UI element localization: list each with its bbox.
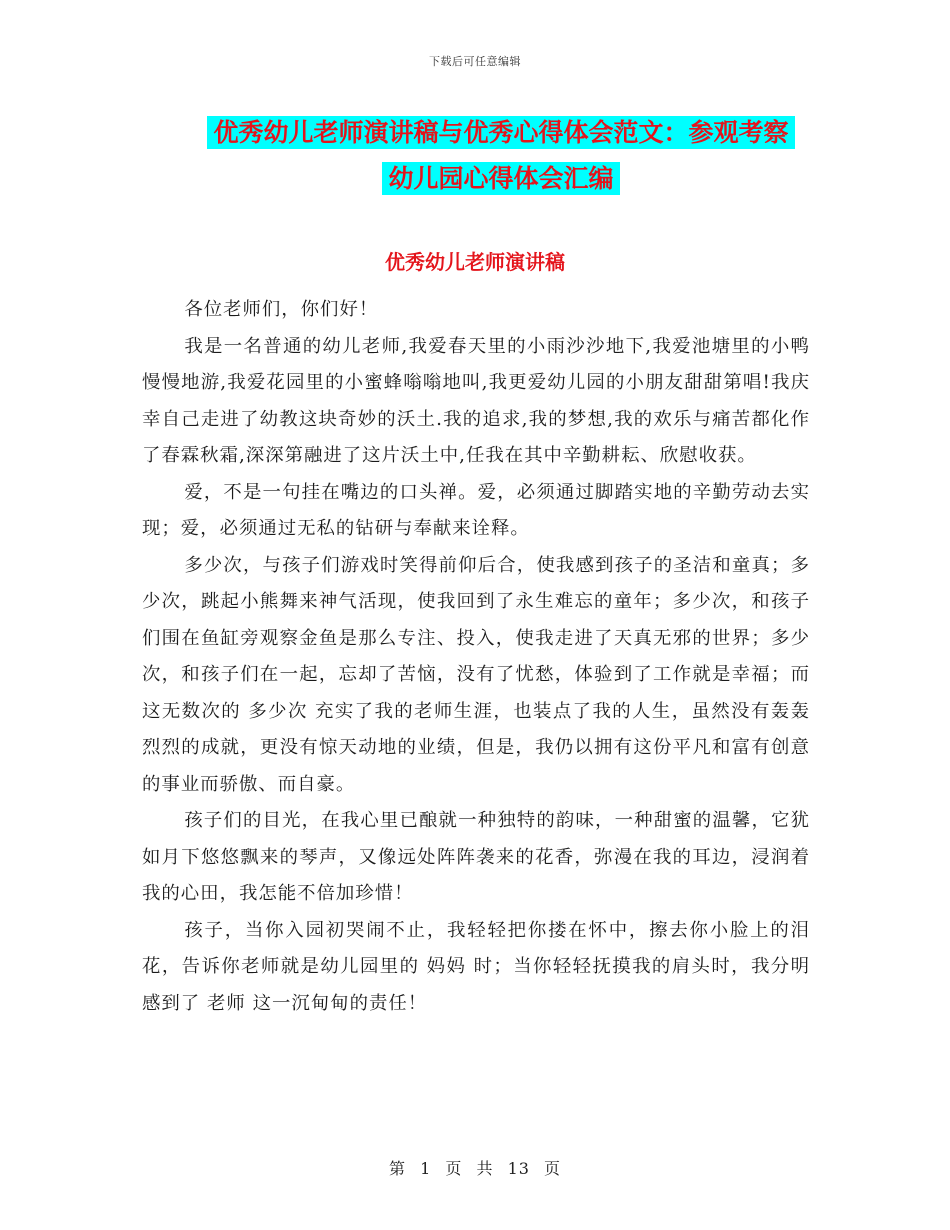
page-footer (0, 1156, 950, 1179)
footer-total-pages: 13 (507, 1159, 530, 1178)
section-title: 优秀幼儿老师演讲稿 (385, 250, 565, 274)
header-note: 下载后可任意编辑 (429, 55, 521, 68)
paragraph-greeting: 各位老师们，你们好！ (184, 299, 379, 320)
footer-label-unit-end: 页 (544, 1159, 562, 1178)
paragraph: 孩子们的目光，在我心里已酿就一种独特的韵味，一种甜蜜的温馨，它犹如月下悠悠飘来的琴声，又像远处阵阵袭来的花香，弥漫在我的耳边，浸润着我的心田，我怎能不倍加珍惜！ (142, 810, 810, 904)
title-line-1-text: 优秀幼儿老师演讲稿与优秀心得体会范文：参观考察 (207, 116, 794, 149)
paragraph: 多少次，与孩子们游戏时笑得前仰后合，使我感到孩子的圣洁和童真；多少次，跳起小熊舞来神气活现，使我回到了永生难忘的童年；多少次，和孩子们围在鱼缸旁观察金鱼是那么专注、投入，使我走进了天真无邪的世界；多少次，和孩子们在一起，忘却了苦恼，没有了忧愁，体验到了工作就是幸福；而这无数次的 多少次 充实了我的老师生涯，也装点了我的人生，虽然没有轰轰烈烈的成就，更没有惊天动地的业绩，但是，我仍以拥有这份平凡和富有创意的事业而骄傲、而自豪。 (142, 554, 810, 795)
body-text (142, 292, 810, 1022)
footer-label-page: 第 (388, 1159, 406, 1178)
document-title (186, 110, 816, 202)
title-line-1 (186, 110, 816, 156)
title-line-2 (186, 156, 816, 202)
title-line-2-text: 幼儿园心得体会汇编 (382, 162, 619, 195)
paragraph: 我是一名普通的幼儿老师,我爱春天里的小雨沙沙地下,我爱池塘里的小鸭慢慢地游,我爱花园里的小蜜蜂嗡嗡地叫,我更爱幼儿园的小朋友甜甜第唱!我庆幸自己走进了幼教这块奇妙的沃土.我的追求,我的梦想,我的欢乐与痛苦都化作了春霖秋霜,深深第融进了这片沃土中,任我在其中辛勤耕耘、欣慰收获。 (142, 335, 810, 466)
paragraph: 爱，不是一句挂在嘴边的口头禅。爱，必须通过脚踏实地的辛勤劳动去实现；爱，必须通过无私的钻研与奉献来诠释。 (142, 481, 810, 539)
footer-label-unit: 页 (445, 1159, 463, 1178)
footer-page-number: 1 (420, 1159, 432, 1178)
paragraph: 孩子，当你入园初哭闹不止，我轻轻把你搂在怀中，擦去你小脸上的泪花，告诉你老师就是幼儿园里的 妈妈 时；当你轻轻抚摸我的肩头时，我分明感到了 老师 这一沉甸甸的责任！ (142, 919, 810, 1014)
footer-label-total: 共 (476, 1159, 494, 1178)
